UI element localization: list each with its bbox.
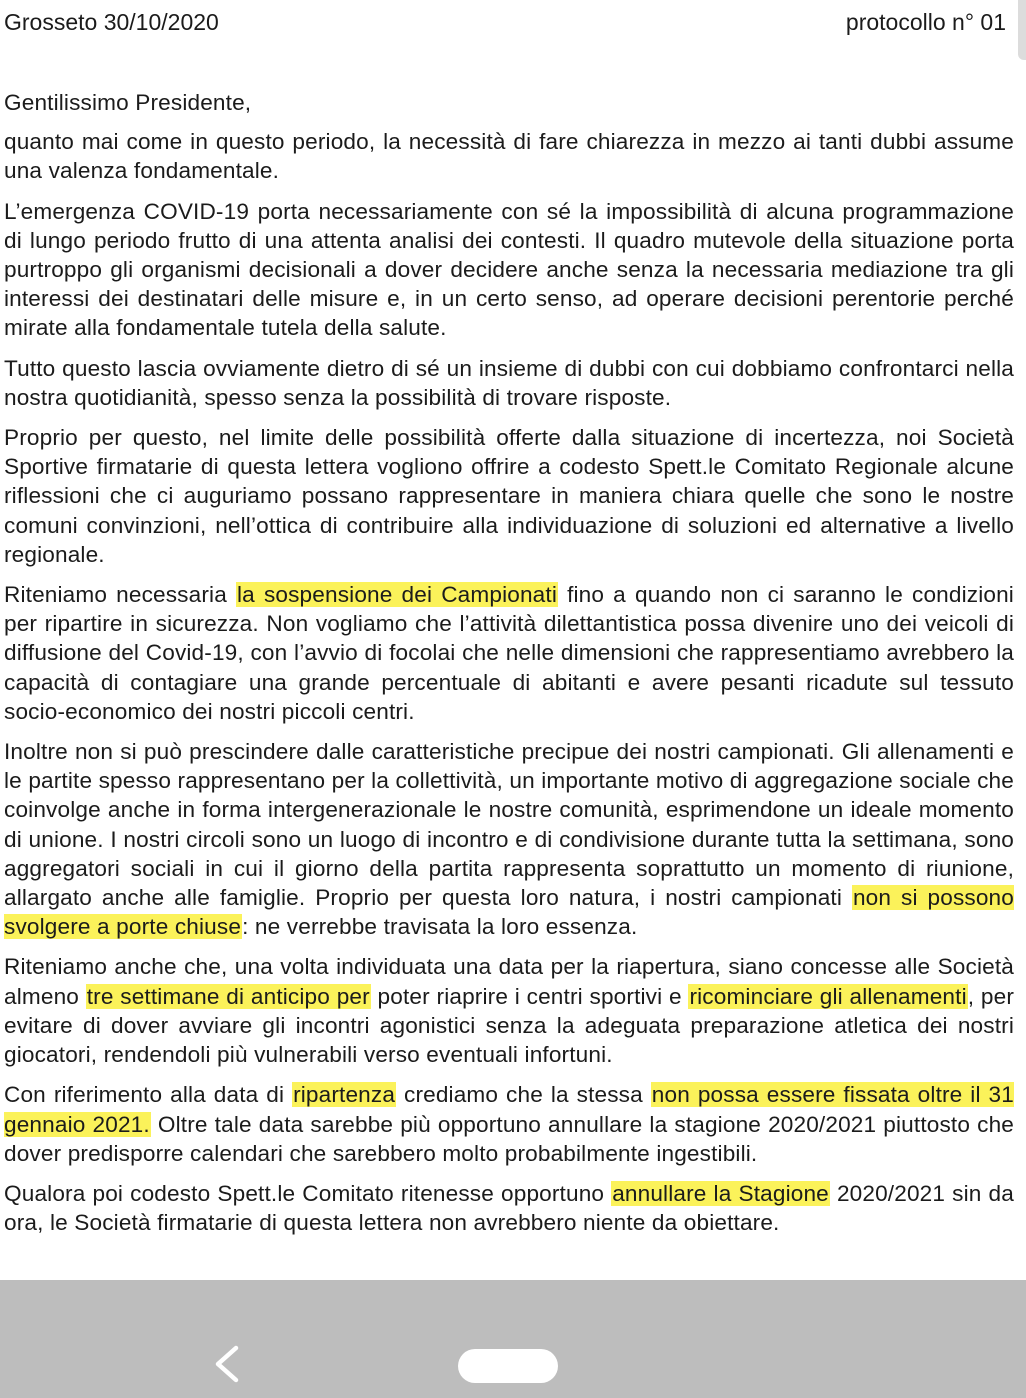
text-segment: crediamo che la stessa	[396, 1082, 651, 1108]
text-segment: Inoltre non si può prescindere dalle caratteristiche precipue dei nostri campionati. Gli allenamenti e le partite spesso rappresentano per la collettività, un importante motivo di aggregazione sociale che coinvolge anche in forma intergenerazionale le nostre comunità, esprimendone un ideale momento di unione. I nostri circoli sono un luogo di incontro e di condivisione durante tutta la settimana, sono aggregatori sociali in cui il giorno della partita rappresenta soprattutto un momento di riunione, allargato anche alle famiglie. Proprio per questa loro natura, i nostri campionati	[4, 739, 1014, 911]
highlight-restart: ripartenza	[293, 1082, 396, 1108]
paragraph-6	[4, 737, 1014, 941]
text-segment: Riteniamo necessaria	[4, 582, 236, 608]
scrollbar[interactable]	[1018, 0, 1026, 60]
back-button[interactable]	[206, 1342, 250, 1386]
salutation: Gentilissimo Presidente,	[4, 90, 252, 115]
highlight-restart-training: ricominciare gli allenamenti	[689, 983, 967, 1009]
highlight-cancel-season: annullare la Stagione	[612, 1180, 829, 1206]
paragraph-7	[4, 952, 1014, 1069]
paragraph-4: Proprio per questo, nel limite delle possibilità offerte dalla situazione di incertezza, noi Società Sportive firmatarie di questa lettera vogliono offrire a codesto Spett.le Comitato Regionale alcune riflessioni che ci auguriamo possano rappresentare in maniera chiara quelle che sono le nostre comuni convinzioni, nell’ottica di contribuire alla individuazione di soluzioni ed alternative a livello regionale.	[4, 425, 1014, 567]
paragraph-5	[4, 580, 1014, 726]
text-segment: Qualora poi codesto Spett.le Comitato ritenesse opportuno	[4, 1180, 612, 1206]
paragraph-1: quanto mai come in questo periodo, la necessità di fare chiarezza in mezzo ai tanti dubbi assume una valenza fondamentale.	[4, 129, 1014, 184]
text-segment: Con riferimento alla data di	[4, 1082, 293, 1108]
protocol-number: protocollo n° 01	[845, 9, 1006, 35]
highlight-three-weeks: tre settimane di anticipo per	[86, 983, 370, 1009]
text-segment: Oltre tale data sarebbe più opportuno annullare la stagione 2020/2021 piuttosto che dover predisporre calendari che sarebbero molto probabilmente ingestibili.	[4, 1111, 1014, 1166]
highlight-suspension: la sospensione dei Campionati	[236, 582, 557, 608]
place-date: Grosseto 30/10/2020	[4, 9, 219, 35]
paragraph-2: L’emergenza COVID-19 porta necessariamente con sé la impossibilità di alcuna programmazione di lungo periodo frutto di una attenta analisi dei contesti. Il quadro mutevole della situazione porta purtroppo gli organismi decisionali a dover decidere anche senza la necessaria mediazione tra gli interessi dei destinatari delle misure e, in un certo senso, ad operare decisioni perentorie perché mirate alla fondamentale tutela della salute.	[4, 198, 1014, 341]
text-segment: 2020/2021 sin da ora, le Società firmatarie di questa lettera non avrebbero niente da obiettare.	[4, 1180, 1014, 1236]
highlight-closed-doors: non si possono svolgere a porte chiuse	[4, 885, 1014, 940]
text-segment: fino a quando non ci saranno le condizioni per ripartire in sicurezza. Non vogliamo che l’attività dilettantistica possa divenire uno dei veicoli di diffusione del Covid-19, con l’avvio di focolai che nelle dimensioni che rappresentiamo avrebbero la capacità di contagiare una grande percentuale di abitanti e avere pesanti ricadute sul tessuto socio-economico dei nostri piccoli centri.	[4, 582, 1014, 724]
text-segment: poter riaprire i centri sportivi e	[370, 983, 689, 1009]
text-segment: : ne verrebbe travisata la loro essenza.	[242, 914, 638, 940]
highlight-deadline: non possa essere fissata oltre il 31 gennaio 2021.	[4, 1082, 1014, 1137]
paragraph-9	[4, 1179, 1014, 1237]
chevron-left-icon	[206, 1342, 250, 1386]
text-segment: Riteniamo anche che, una volta individuata una data per la riapertura, siano concesse alle Società almeno	[4, 954, 1014, 1009]
letter-body	[4, 88, 1014, 1248]
paragraph-3: Tutto questo lascia ovviamente dietro di sé un insieme di dubbi con cui dobbiamo confrontarci nella nostra quotidianità, spesso senza la possibilità di trovare risposte.	[4, 355, 1014, 410]
paragraph-8	[4, 1080, 1014, 1168]
letter-header	[4, 6, 1006, 38]
home-indicator[interactable]	[458, 1349, 558, 1383]
text-segment: , per evitare di dover avviare gli incontri agonistici senza la adeguata preparazione atletica dei nostri giocatori, rendendoli più vulnerabili verso eventuali infortuni.	[4, 983, 1015, 1068]
